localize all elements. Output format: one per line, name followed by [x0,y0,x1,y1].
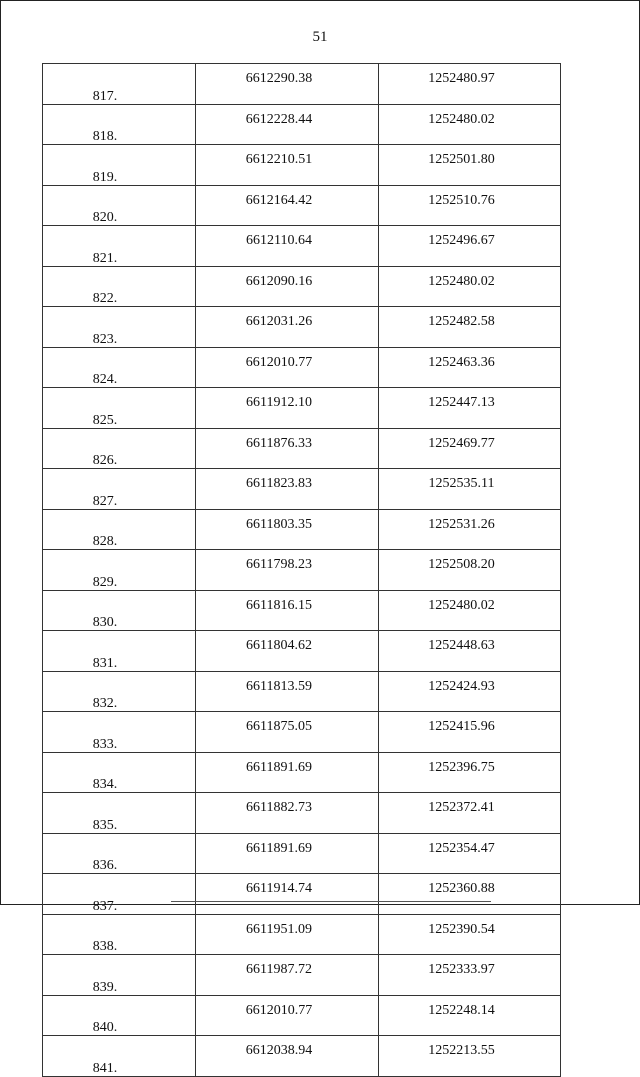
point-number-text: 828. [92,534,118,549]
y-coordinate-text: 1252372.41 [428,800,495,815]
y-coordinate-text: 1252354.47 [428,840,495,856]
point-number-cell [43,671,196,712]
y-coordinate-cell [379,631,561,672]
y-coordinate-text: 1252510.76 [428,192,495,208]
x-coordinate-text: 6611912.10 [246,395,312,410]
y-coordinate-text: 1252482.58 [428,314,495,329]
x-coordinate-cell [196,266,379,307]
y-coordinate-cell [379,266,561,307]
point-number-cell [43,1036,196,1077]
x-coordinate-text: 6612038.94 [245,1043,313,1058]
bottom-rule [171,901,491,902]
y-coordinate-text: 1252333.97 [428,962,495,977]
point-number-text: 821. [92,250,118,266]
x-coordinate-text: 6611891.69 [246,840,312,856]
x-coordinate-cell [196,833,379,874]
table-row [43,550,561,591]
point-number-cell [43,226,196,267]
y-coordinate-cell [379,914,561,955]
point-number-text: 837. [92,898,118,914]
table-row [43,793,561,834]
table-row [43,955,561,996]
x-coordinate-cell [196,590,379,631]
y-coordinate-text: 1252390.54 [428,921,495,937]
point-number-cell [43,266,196,307]
point-number-cell [43,874,196,915]
x-coordinate-text: 6612010.77 [245,1002,313,1018]
point-number-text: 826. [92,453,118,468]
table-row [43,509,561,550]
y-coordinate-cell [379,145,561,186]
point-number-cell [43,793,196,834]
x-coordinate-text: 6611816.15 [246,597,312,613]
x-coordinate-cell [196,469,379,510]
x-coordinate-text: 6612010.77 [245,354,313,370]
x-coordinate-text: 6611875.05 [246,719,312,734]
table-row [43,145,561,186]
point-number-cell [43,428,196,469]
x-coordinate-text: 6611882.73 [246,800,312,815]
x-coordinate-cell [196,752,379,793]
point-number-text: 830. [92,615,118,630]
x-coordinate-cell [196,793,379,834]
y-coordinate-text: 1252508.20 [428,557,495,572]
y-coordinate-text: 1252415.96 [428,719,495,734]
point-number-text: 829. [92,574,118,590]
y-coordinate-cell [379,469,561,510]
x-coordinate-cell [196,226,379,267]
x-coordinate-text: 6612164.42 [245,192,313,208]
point-number-text: 824. [92,372,118,387]
y-coordinate-cell [379,104,561,145]
point-number-text: 831. [92,655,118,671]
point-number-text: 840. [92,1020,118,1035]
point-number-cell [43,590,196,631]
x-coordinate-text: 6611823.83 [246,476,312,491]
x-coordinate-text: 6611987.72 [246,962,312,977]
table-row [43,712,561,753]
point-number-text: 817. [92,88,118,104]
x-coordinate-text: 6611803.35 [246,516,312,532]
point-number-cell [43,550,196,591]
table-row [43,266,561,307]
x-coordinate-cell [196,347,379,388]
table-row [43,833,561,874]
x-coordinate-cell [196,995,379,1036]
point-number-cell [43,145,196,186]
page-number: 51 [312,29,328,45]
y-coordinate-text: 1252248.14 [428,1002,495,1018]
y-coordinate-text: 1252496.67 [428,233,495,248]
x-coordinate-cell [196,388,379,429]
y-coordinate-cell [379,347,561,388]
coordinates-table-body [43,64,561,1077]
table-row [43,64,561,105]
y-coordinate-cell [379,64,561,105]
y-coordinate-text: 1252501.80 [428,152,495,167]
table-row [43,874,561,915]
y-coordinate-text: 1252535.11 [428,476,495,491]
table-row [43,590,561,631]
point-number-text: 825. [92,412,118,428]
point-number-cell [43,185,196,226]
x-coordinate-cell [196,145,379,186]
point-number-cell [43,752,196,793]
x-coordinate-cell [196,104,379,145]
y-coordinate-cell [379,793,561,834]
y-coordinate-text: 1252360.88 [428,881,495,896]
x-coordinate-text: 6611804.62 [246,638,312,653]
point-number-text: 834. [92,777,118,792]
x-coordinate-text: 6612290.38 [245,71,313,86]
y-coordinate-text: 1252396.75 [428,759,495,775]
table-row [43,104,561,145]
point-number-text: 841. [92,1060,118,1076]
x-coordinate-text: 6612110.64 [246,233,312,248]
y-coordinate-cell [379,833,561,874]
x-coordinate-text: 6612031.26 [245,314,313,329]
x-coordinate-cell [196,712,379,753]
y-coordinate-text: 1252480.02 [428,273,495,289]
y-coordinate-cell [379,388,561,429]
x-coordinate-cell [196,631,379,672]
point-number-text: 827. [92,493,118,509]
table-row [43,428,561,469]
point-number-cell [43,388,196,429]
table-row [43,347,561,388]
x-coordinate-cell [196,307,379,348]
y-coordinate-text: 1252213.55 [428,1043,495,1058]
y-coordinate-cell [379,955,561,996]
point-number-cell [43,104,196,145]
point-number-text: 822. [92,291,118,306]
y-coordinate-cell [379,995,561,1036]
x-coordinate-text: 6612210.51 [245,152,313,167]
y-coordinate-cell [379,509,561,550]
point-number-cell [43,712,196,753]
y-coordinate-cell [379,550,561,591]
x-coordinate-cell [196,428,379,469]
x-coordinate-cell [196,1036,379,1077]
table-row [43,752,561,793]
y-coordinate-cell [379,226,561,267]
y-coordinate-text: 1252424.93 [428,678,495,694]
y-coordinate-text: 1252480.02 [428,111,495,127]
table-row [43,388,561,429]
y-coordinate-text: 1252531.26 [428,516,495,532]
y-coordinate-text: 1252480.97 [428,71,495,86]
x-coordinate-text: 6611951.09 [246,921,312,937]
point-number-text: 832. [92,696,118,711]
table-row [43,1036,561,1077]
x-coordinate-cell [196,64,379,105]
point-number-cell [43,914,196,955]
point-number-text: 820. [92,210,118,225]
y-coordinate-cell [379,752,561,793]
table-row [43,671,561,712]
point-number-cell [43,955,196,996]
point-number-text: 835. [92,817,118,833]
y-coordinate-cell [379,428,561,469]
y-coordinate-text: 1252463.36 [428,354,495,370]
y-coordinate-cell [379,712,561,753]
y-coordinate-text: 1252480.02 [428,597,495,613]
x-coordinate-cell [196,509,379,550]
table-row [43,307,561,348]
point-number-cell [43,833,196,874]
table-row [43,995,561,1036]
point-number-text: 839. [92,979,118,995]
point-number-cell [43,509,196,550]
point-number-text: 818. [92,129,118,144]
y-coordinate-cell [379,590,561,631]
x-coordinate-text: 6611798.23 [246,557,312,572]
point-number-text: 819. [92,169,118,185]
x-coordinate-cell [196,914,379,955]
y-coordinate-text: 1252447.13 [428,395,495,410]
table-row [43,185,561,226]
point-number-cell [43,64,196,105]
y-coordinate-cell [379,1036,561,1077]
point-number-text: 836. [92,858,118,873]
x-coordinate-cell [196,550,379,591]
table-row [43,469,561,510]
y-coordinate-text: 1252448.63 [428,638,495,653]
x-coordinate-text: 6611876.33 [246,435,312,451]
coordinates-table [42,63,561,1077]
y-coordinate-cell [379,185,561,226]
x-coordinate-cell [196,185,379,226]
x-coordinate-text: 6612228.44 [245,111,313,127]
table-row [43,914,561,955]
x-coordinate-text: 6611914.74 [246,881,312,896]
table-row [43,631,561,672]
y-coordinate-cell [379,671,561,712]
point-number-cell [43,631,196,672]
point-number-cell [43,469,196,510]
x-coordinate-cell [196,874,379,915]
point-number-cell [43,995,196,1036]
point-number-cell [43,347,196,388]
y-coordinate-cell [379,874,561,915]
y-coordinate-text: 1252469.77 [428,435,495,451]
point-number-cell [43,307,196,348]
point-number-text: 833. [92,736,118,752]
point-number-text: 838. [92,939,118,954]
y-coordinate-cell [379,307,561,348]
x-coordinate-cell [196,955,379,996]
x-coordinate-text: 6611891.69 [246,759,312,775]
x-coordinate-text: 6612090.16 [245,273,313,289]
x-coordinate-text: 6611813.59 [246,678,312,694]
point-number-text: 823. [92,331,118,347]
table-row [43,226,561,267]
x-coordinate-cell [196,671,379,712]
